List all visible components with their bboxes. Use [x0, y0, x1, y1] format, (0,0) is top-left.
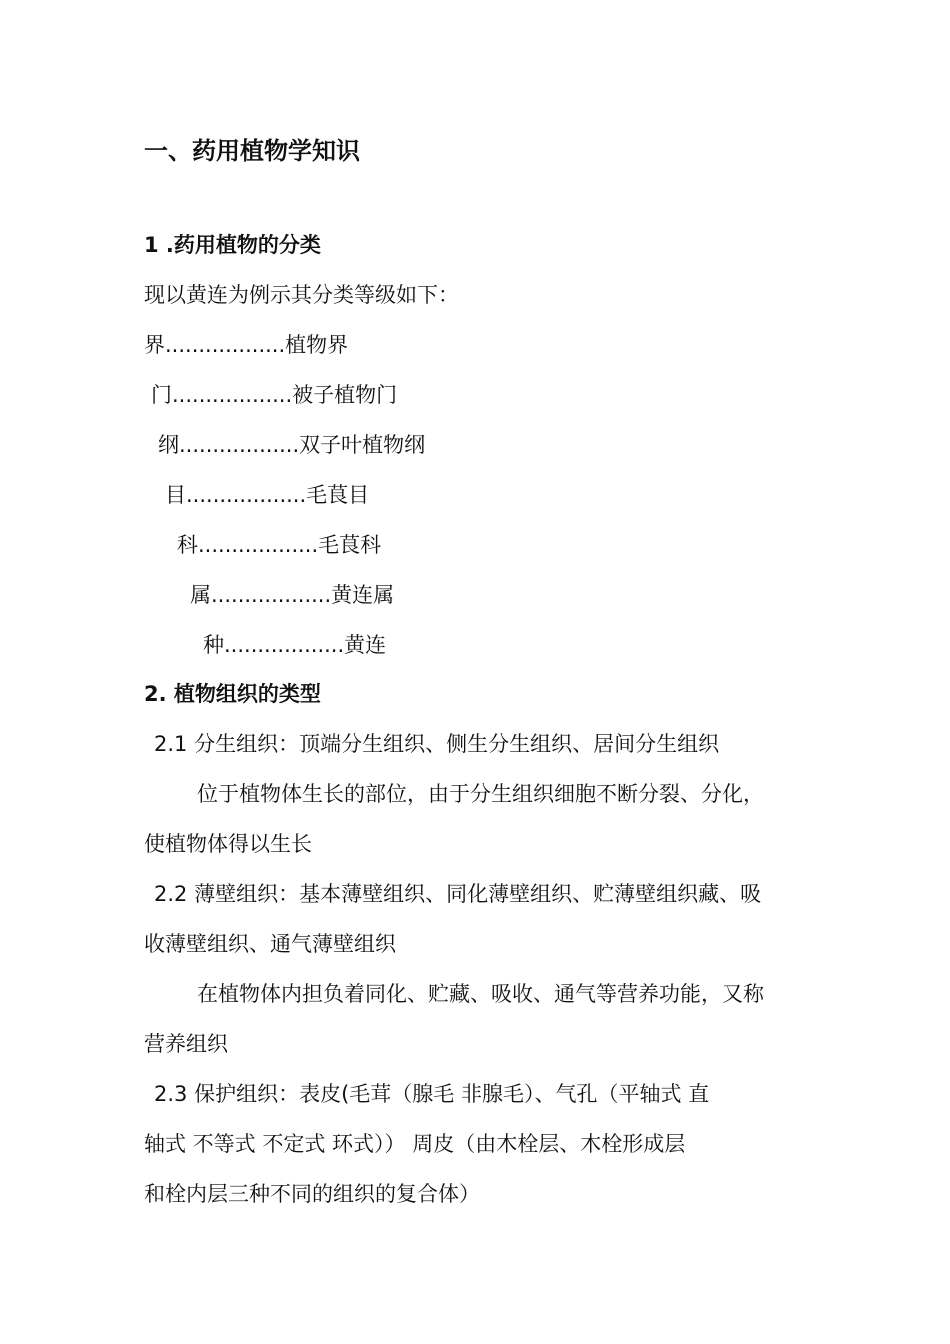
section2-title: 2. 植物组织的类型: [144, 682, 321, 706]
s23-line1: 2.3 保护组织：表皮(毛茸（腺毛 非腺毛）、气孔（平轴式 直: [154, 1082, 710, 1106]
main-heading: 一、药用植物学知识: [144, 137, 360, 165]
rank-phylum: 门..................被子植物门: [151, 383, 398, 407]
s22-title-line2: 收薄壁组织、通气薄壁组织: [144, 932, 396, 956]
rank-order: 目..................毛茛目: [165, 483, 370, 507]
s21-desc-line2: 使植物体得以生长: [144, 832, 312, 856]
rank-species: 种..................黄连: [203, 633, 387, 657]
rank-family: 科..................毛茛科: [177, 533, 382, 557]
s22-title-line1: 2.2 薄壁组织：基本薄壁组织、同化薄壁组织、贮薄壁组织藏、吸: [154, 882, 762, 906]
rank-genus: 属..................黄连属: [190, 583, 395, 607]
s22-desc-line1: 在植物体内担负着同化、贮藏、吸收、通气等营养功能，又称: [197, 982, 764, 1006]
s22-desc-line2: 营养组织: [144, 1032, 228, 1056]
rank-kingdom: 界..................植物界: [144, 333, 349, 357]
s23-line3: 和栓内层三种不同的组织的复合体）: [144, 1182, 480, 1206]
section1-intro: 现以黄连为例示其分类等级如下：: [144, 283, 459, 307]
s21-title: 2.1 分生组织：顶端分生组织、侧生分生组织、居间分生组织: [154, 732, 720, 756]
section1-title: 1 .药用植物的分类: [144, 233, 321, 257]
s23-line2: 轴式 不等式 不定式 环式）） 周皮（由木栓层、木栓形成层: [144, 1132, 686, 1156]
s21-desc-line1: 位于植物体生长的部位，由于分生组织细胞不断分裂、分化，: [197, 782, 764, 806]
rank-class: 纲..................双子叶植物纲: [158, 433, 426, 457]
